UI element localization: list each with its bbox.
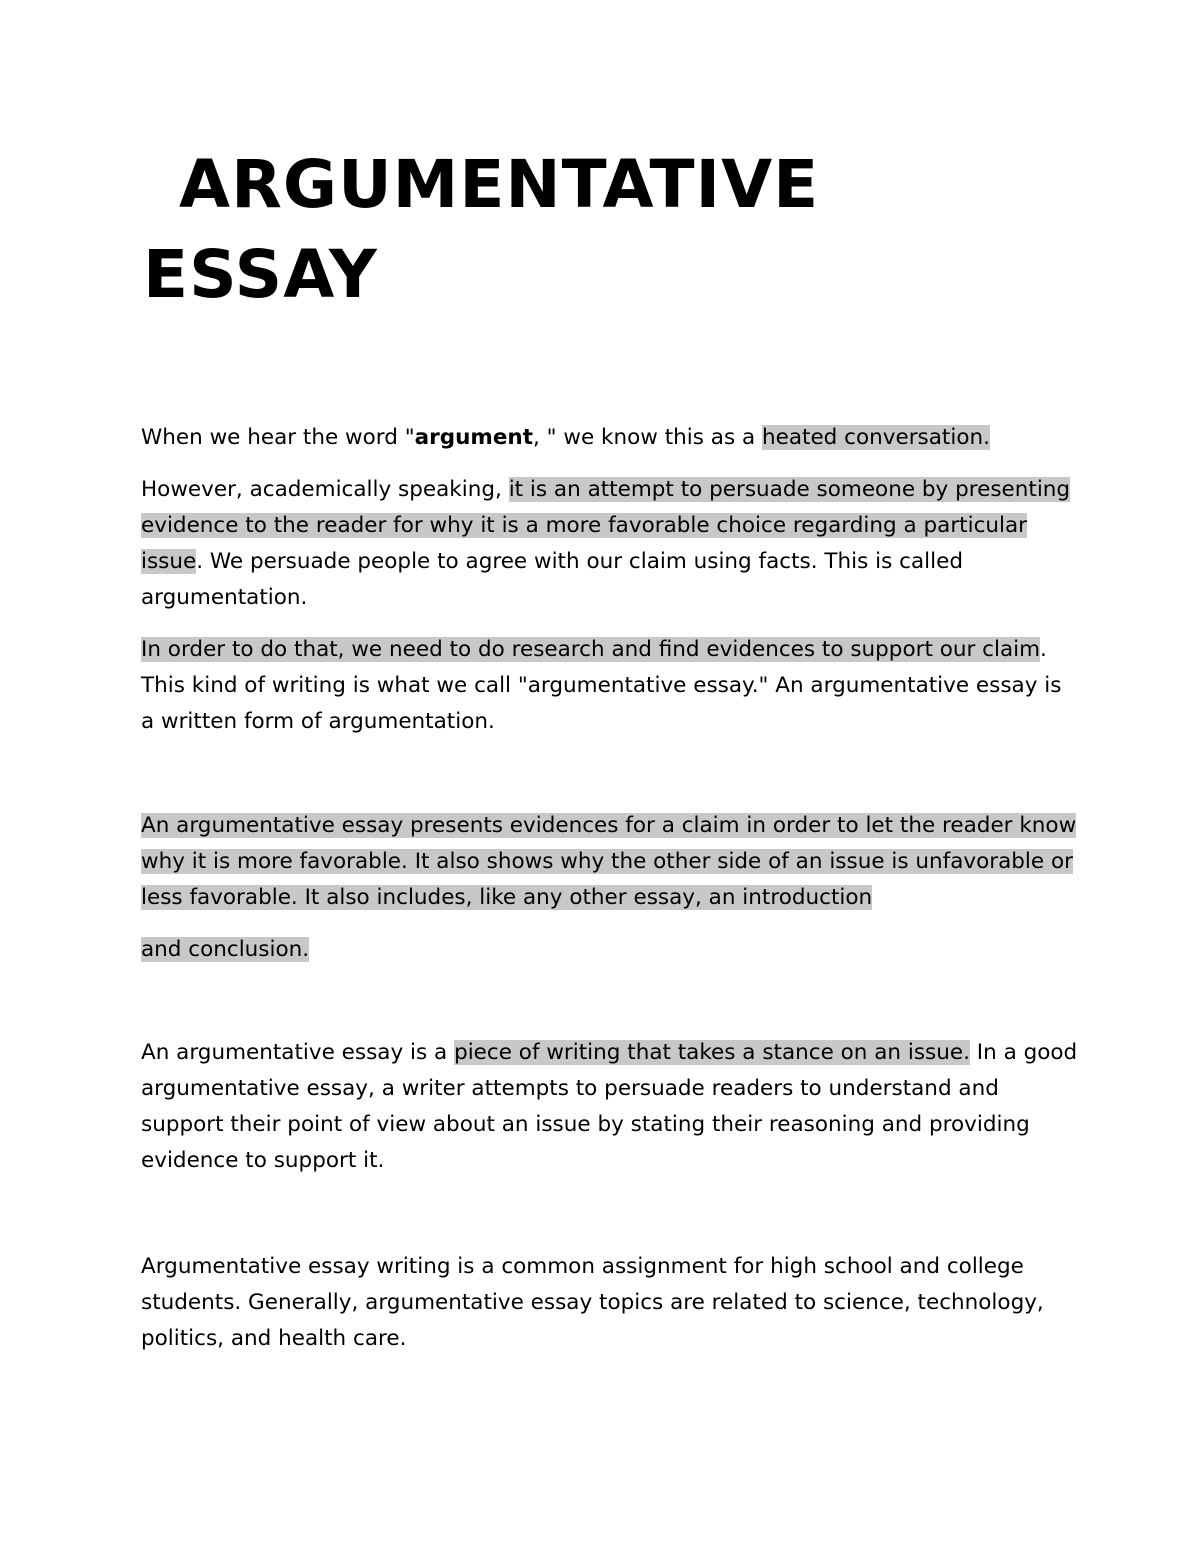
title-line-1: ARGUMENTATIVE [179,146,820,223]
paragraph-4 [141,808,1081,916]
paragraph-2-highlight-2: evidence to the reader for why it is a more favorable choice regarding a particular issue [141,513,1028,574]
document-title [143,140,1043,320]
paragraph-5-text-a: An argumentative essay is a [141,1040,455,1065]
paragraph-4-highlight: An argumentative essay presents evidences for a claim in order to let the reader know why it is more favorable. It also shows why the other side of an issue is unfavorable or less favorable. It also includes, like any other essay, an introduction [141,813,1077,910]
paragraph-4-continued [141,932,1081,968]
paragraph-6 [141,1249,1081,1357]
paragraph-1-text-a: When we hear the word " [141,425,415,450]
paragraph-2-text-a: However, academically speaking, [141,477,509,502]
paragraph-1-text-b: , " we know this as a [533,425,762,450]
paragraph-6-text: Argumentative essay writing is a common assignment for high school and college students. Generally, argumentative essay topics are related to science, technology, politics, and health care. [141,1254,1044,1351]
paragraph-5-text-b: In a good argumentative essay, a writer attempts to persuade readers to understand and support their point of view about an issue by stating their reasoning and providing evidence to support it. [141,1040,1078,1173]
paragraph-1 [141,420,1081,456]
paragraph-1-highlight: heated conversation. [762,425,990,450]
paragraph-5-highlight: piece of writing that takes a stance on an issue. [454,1040,970,1065]
paragraph-4-highlight-end: and conclusion. [141,937,310,962]
title-line-2: ESSAY [143,236,378,313]
paragraph-2-highlight-1: it is an attempt to persuade someone by presenting [508,477,1071,502]
paragraph-5 [141,1035,1081,1179]
paragraph-3 [141,632,1081,740]
paragraph-2 [141,472,1081,616]
paragraph-2-text-b: . We persuade people to agree with our claim using facts. This is called argumentation. [141,549,963,610]
paragraph-3-text: . This kind of writing is what we call "argumentative essay." An argumentative essay is a written form of argumentation. [141,637,1062,734]
paragraph-3-highlight: In order to do that, we need to do research and find evidences to support our claim [141,637,1041,662]
paragraph-1-bold-term: argument [414,425,534,450]
